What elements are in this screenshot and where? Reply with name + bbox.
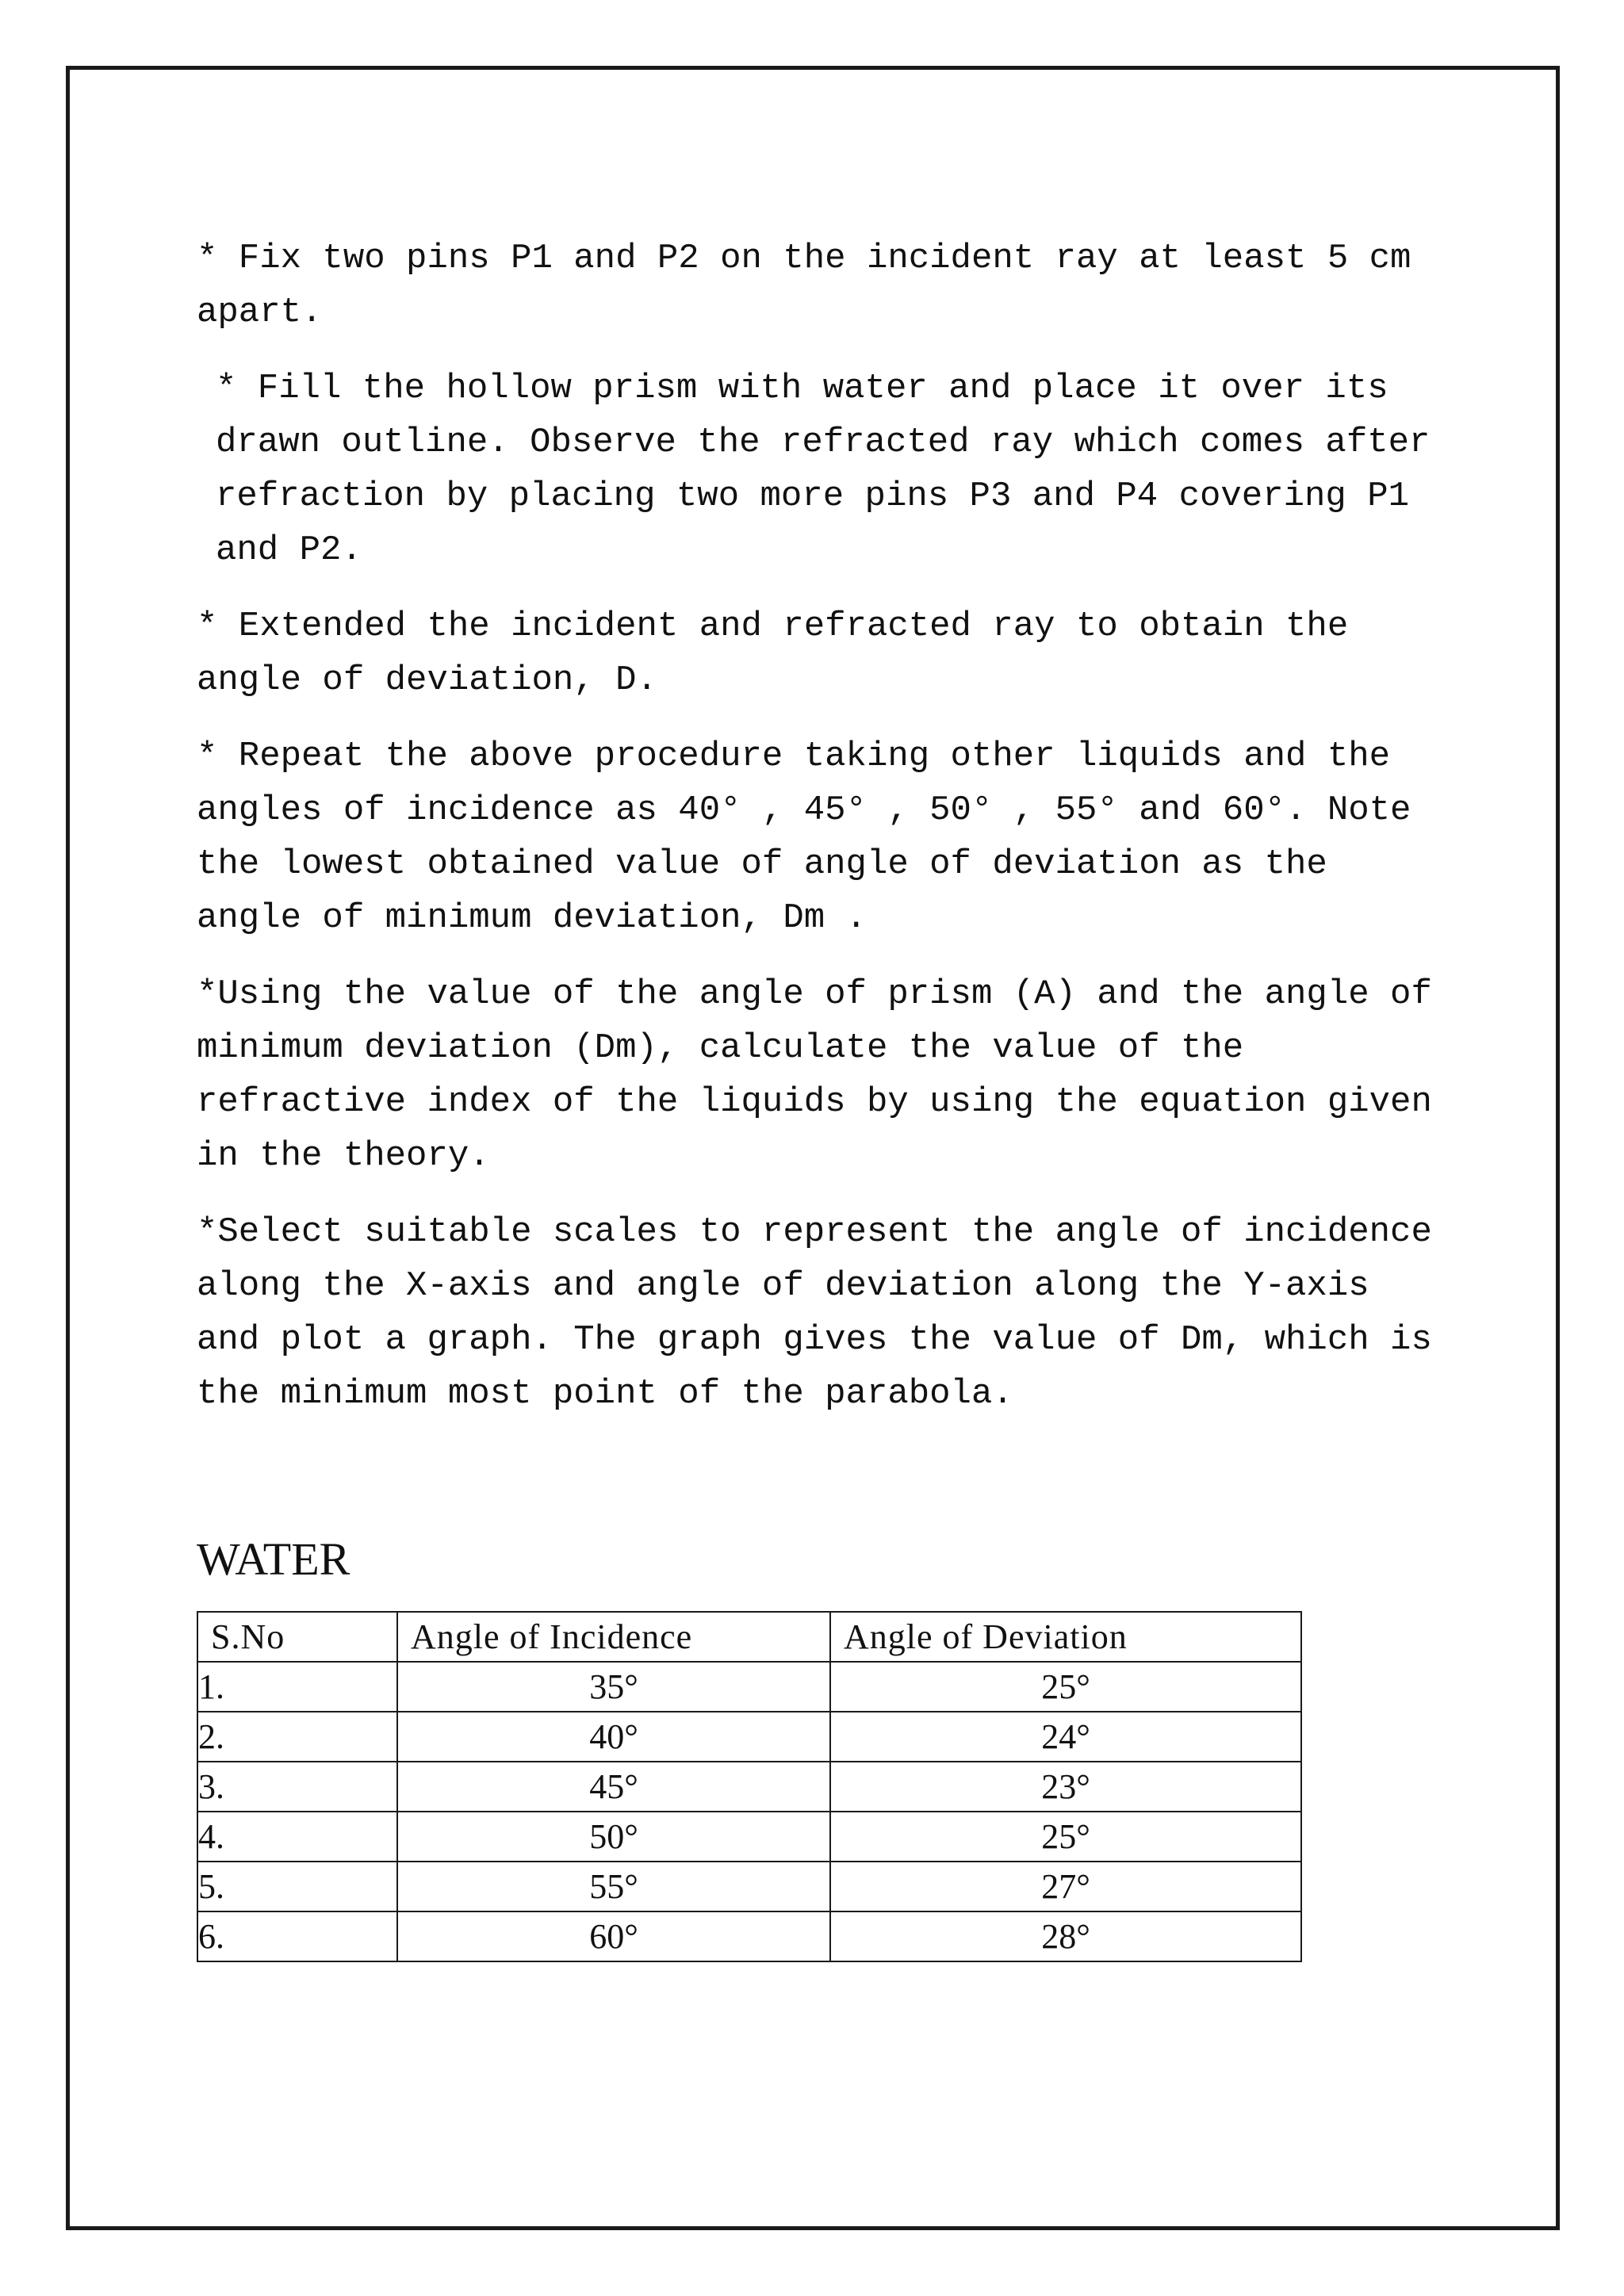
procedure-step-4: * Repeat the above procedure taking other liquids and the angles of incidence as 40° , 45° , 50° , 55° and 60°. Note the lowest obtained value of angle of deviation as the angle of minimum deviation, Dm . <box>197 737 1411 938</box>
table-row <box>197 1762 1301 1812</box>
cell-deviation: 24° <box>830 1712 1301 1762</box>
cell-sno: 2. <box>197 1712 397 1762</box>
cell-incidence: 50° <box>397 1812 830 1862</box>
procedure-step-1: * Fix two pins P1 and P2 on the incident ray at least 5 cm apart. <box>197 239 1411 332</box>
cell-incidence: 45° <box>397 1762 830 1812</box>
cell-sno: 3. <box>197 1762 397 1812</box>
cell-deviation: 27° <box>830 1862 1301 1911</box>
document-body <box>197 232 1434 1962</box>
procedure-step-5: *Using the value of the angle of prism (A) and the angle of minimum deviation (Dm), calculate the value of the refractive index of the liquids by using the equation given in the theory. <box>197 974 1432 1176</box>
cell-deviation: 25° <box>830 1662 1301 1712</box>
table-row <box>197 1662 1301 1712</box>
cell-sno: 6. <box>197 1911 397 1961</box>
table-row <box>197 1712 1301 1762</box>
table-header-row <box>197 1612 1301 1662</box>
cell-sno: 5. <box>197 1862 397 1911</box>
observation-table <box>197 1611 1302 1962</box>
table-row <box>197 1911 1301 1961</box>
procedure-step-6: *Select suitable scales to represent the angle of incidence along the X-axis and angle of deviation along the Y-axis and plot a graph. The graph gives the value of Dm, which is the minimum most point of the parabola. <box>197 1212 1432 1414</box>
header-angle-of-deviation: Angle of Deviation <box>830 1612 1301 1662</box>
cell-incidence: 55° <box>397 1862 830 1911</box>
cell-deviation: 28° <box>830 1911 1301 1961</box>
table-row <box>197 1862 1301 1911</box>
cell-incidence: 40° <box>397 1712 830 1762</box>
table-row <box>197 1812 1301 1862</box>
cell-deviation: 23° <box>830 1762 1301 1812</box>
cell-deviation: 25° <box>830 1812 1301 1862</box>
header-sno: S.No <box>197 1612 397 1662</box>
cell-incidence: 60° <box>397 1911 830 1961</box>
table-title: WATER <box>197 1533 350 1585</box>
cell-sno: 1. <box>197 1662 397 1712</box>
cell-sno: 4. <box>197 1812 397 1862</box>
header-angle-of-incidence: Angle of Incidence <box>397 1612 830 1662</box>
cell-incidence: 35° <box>397 1662 830 1712</box>
procedure-step-3: * Extended the incident and refracted ray to obtain the angle of deviation, D. <box>197 607 1349 700</box>
procedure-step-2: * Fill the hollow prism with water and place it over its drawn outline. Observe the refracted ray which comes after refraction by placing two more pins P3 and P4 covering P1 and P2. <box>216 369 1431 570</box>
